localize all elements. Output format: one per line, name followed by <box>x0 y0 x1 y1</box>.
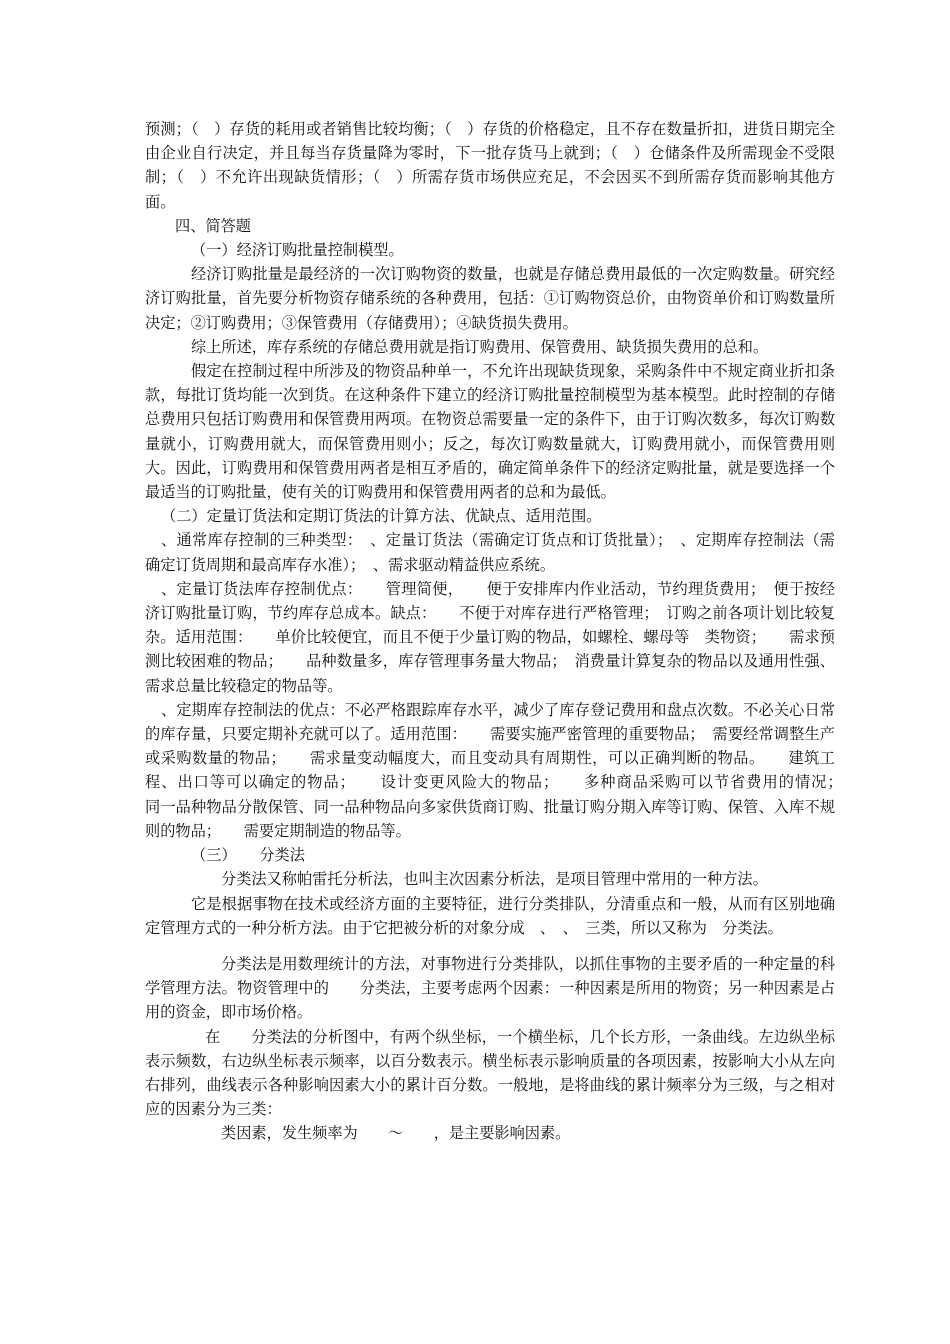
subsection-heading-ordering-methods: （二）定量订货法和定期订货法的计算方法、优缺点、适用范围。 <box>161 507 602 526</box>
subsection-heading-eoq-model: （一）经济订购批量控制模型。 <box>191 241 404 260</box>
paragraph-analysis-chart: 在 分类法的分析图中，有两个纵坐标，一个横坐标，几个长方形，一条曲线。左边纵坐标表示频数，右边纵坐标表示频率，以百分数表示。横坐标表示影响质量的各项因素，按影响大小从左向右排列，曲线表示各种影响因素大小的累计百分数。一般地，是将曲线的累计频率分为三级，与之相对应的因素分为三类： <box>145 1027 835 1119</box>
paragraph-classification-method: 分类法是用数理统计的方法，对事物进行分类排队，以抓住事物的主要矛盾的一种定量的科学管理方法。物资管理中的 分类法，主要考虑两个因素：一种因素是所用的物资；另一种因素是占用的资金，即市场价格。 <box>145 954 835 1022</box>
section-heading-short-answer: 四、简答题 <box>175 216 251 235</box>
paragraph-basic-model: 假定在控制过程中所涉及的物资品种单一，不允许出现缺货现象，采购条件中不规定商业折扣条款，每批订货均能一次到货。在这种条件下建立的经济订购批量控制模型为基本模型。此时控制的存储总费用只包括订购费用和保管费用两项。在物资总需要量一定的条件下，由于订购次数多，每次订购数量就小，订购费用就大，而保管费用则小；反之，每次订购数量就大，订购费用就小，而保管费用则大。因此，订购费用和保管费用两者是相互矛盾的，确定简单条件下的经济定购批量，就是要选择一个最适当的订购批量，使有关的订购费用和保管费用两者的总和为最低。 <box>145 362 835 502</box>
paragraph-classification-principle: 它是根据事物在技术或经济方面的主要特征，进行分类排队，分清重点和一般，从而有区别地确定管理方式的一种分析方法。由于它把被分析的对象分成 、 、 三类，所以又称为 分类法。 <box>145 894 835 937</box>
paragraph-total-cost-summary: 综上所述，库存系统的存储总费用就是指订购费用、保管费用、缺货损失费用的总和。 <box>191 337 769 356</box>
paragraph-class-a-factors: 类因素，发生频率为 ～ ，是主要影响因素。 <box>221 1124 571 1143</box>
subsection-heading-classification: （三） 分类法 <box>191 846 305 865</box>
paragraph-periodic-review-method: 、定期库存控制法的优点：不必严格跟踪库存水平，减少了库存登记费用和盘点次数。不必关心日常的库存量，只要定期补充就可以了。适用范围： 需要实施严密管理的重要物品； 需要经常调整生产或采购数量的物品； 需求量变动幅度大，而且变动具有周期性，可以正确判断的物品。 建筑工程、出口等可以确定的物品； 设计变更风险大的物品； 多种商品采购可以节省费用的情况； 同一品种物品分散保管、同一品种物品向多家供货商订购、批量订购分期入库等订购、保管、入库不规则的物品； 需要定期制造的物品等。 <box>145 700 866 840</box>
paragraph-three-control-types: 、通常库存控制的三种类型： 、定量订货法（需确定订货点和订货批量）； 、定期库存控制法（需确定订货周期和最高库存水准）； 、需求驱动精益供应系统。 <box>145 531 835 574</box>
paragraph-fixed-quantity-method: 、定量订货法库存控制优点： 管理简便， 便于安排库内作业活动，节约理货费用； 便于按经济订购批量订购，节约库存总成本。缺点： 不便于对库存进行严格管理； 订购之前各项计划比较复杂。适用范围： 单价比较便宜，而且不便于少量订购的物品，如螺栓、螺母等 类物资； 需求预测比较困难的物品； 品种数量多，库存管理事务量大物品； 消费量计算复杂的物品以及通用性强、需求总量比较稳定的物品等。 <box>145 579 835 695</box>
document-body <box>145 117 866 1146</box>
paragraph-pareto-definition: 分类法又称帕雷托分析法，也叫主次因素分析法，是项目管理中常用的一种方法。 <box>221 870 768 889</box>
paragraph-eoq-definition: 经济订购批量是最经济的一次订购物资的数量，也就是存储总费用最低的一次定购数量。研究经济订购批量，首先要分析物资存储系统的各种费用，包括：①订购物资总价，由物资单价和订购数量所决定；②订购费用；③保管费用（存储费用）；④缺货损失费用。 <box>145 265 835 332</box>
paragraph-eoq-assumptions: 预测；（ ）存货的耗用或者销售比较均衡；（ ）存货的价格稳定，且不存在数量折扣，进货日期完全由企业自行决定，并且每当存货量降为零时，下一批存货马上就到；（ ）仓储条件及所需现金不受限制；（ ）不允许出现缺货情形；（ ）所需存货市场供应充足，不会因买不到所需存货而影响其他方面。 <box>145 120 835 211</box>
